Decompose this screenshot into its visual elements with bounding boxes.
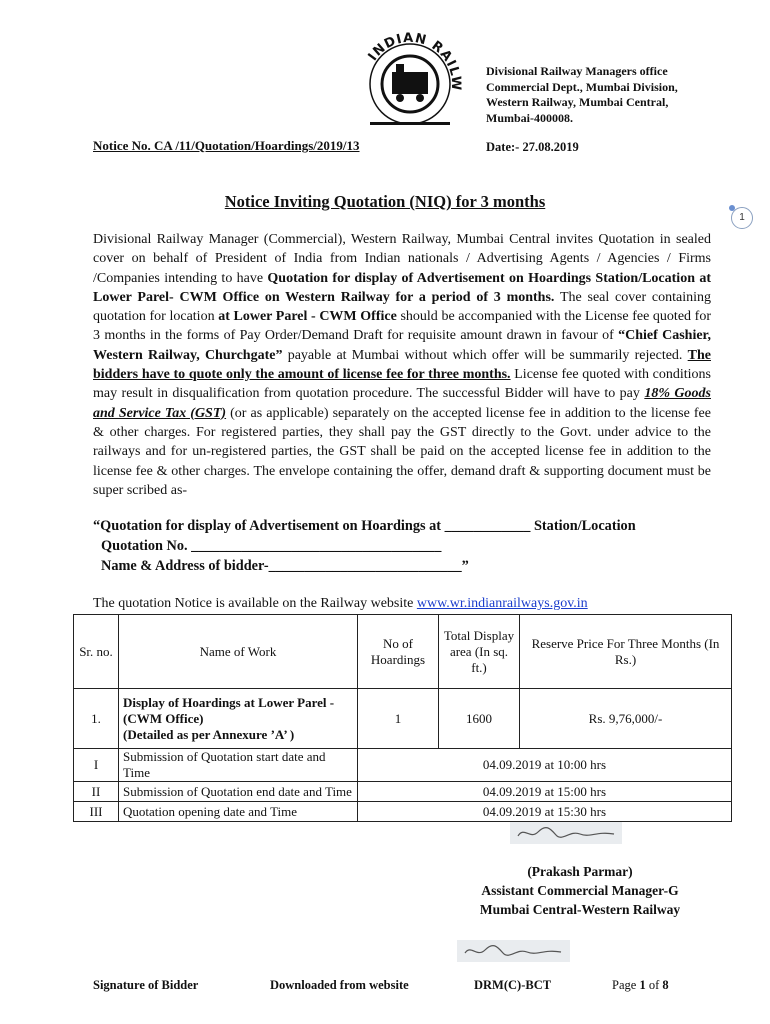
office-address xyxy=(486,64,678,126)
body-text: Divisional Railway Manager (Commercial), Western Railway, Mumbai Central invites Quotation in sealed cover on behalf of President of India from Indian nationals / Advertising Agents / Agencies / Firms /Companies intending to have xyxy=(93,232,711,286)
footer-code: DRM(C)-BCT xyxy=(474,978,552,992)
footer-page-number xyxy=(612,978,669,993)
page-current: 1 xyxy=(639,978,646,992)
cell-work xyxy=(119,689,358,749)
body-text: The seal cover containing quotation for location xyxy=(93,289,711,325)
notice-number: Notice No. CA /11/Quotation/Hoardings/2019/13 xyxy=(93,138,360,153)
notice-title: Notice Inviting Quotation (NIQ) for 3 months xyxy=(224,192,546,211)
body-bold: “Chief Cashier, Western Railway, Churchgate” xyxy=(93,328,711,363)
availability-text: The quotation Notice is available on the Railway website xyxy=(93,596,417,611)
svg-text:INDIAN RAILWAYS: INDIAN RAILW xyxy=(365,30,464,91)
page-number-badge[interactable]: 1 xyxy=(731,207,753,229)
signatory-block xyxy=(440,862,720,919)
table-row xyxy=(74,689,732,749)
work-line: (CWM Office) xyxy=(123,710,204,726)
office-line: Western Railway, Mumbai Central, xyxy=(486,95,669,109)
body-text: payable at Mumbai without which offer will be summarily rejected. xyxy=(282,347,688,363)
office-line: Mumbai-400008. xyxy=(486,110,573,125)
gst-highlight: 18% Goods and Service Tax (GST) xyxy=(93,386,711,421)
page-prefix: Page xyxy=(612,978,640,992)
schedule-sr: III xyxy=(74,802,119,822)
schedule-row xyxy=(74,802,732,822)
schedule-value: 04.09.2019 at 15:30 hrs xyxy=(358,802,732,822)
header-area: Total Display area (In sq. ft.) xyxy=(439,615,520,689)
footer-signature-label: Signature of Bidder xyxy=(93,978,199,992)
signature-image xyxy=(457,940,570,962)
body-bold: at Lower Parel - CWM Office xyxy=(218,309,397,325)
cell-hoardings: 1 xyxy=(358,689,439,749)
schedule-sr: II xyxy=(74,782,119,802)
signature-image xyxy=(510,822,622,844)
schedule-label: Quotation opening date and Time xyxy=(119,802,358,822)
header-hoardings: No of Hoardings xyxy=(358,615,439,689)
table-header-row xyxy=(74,615,732,689)
body-bold-underlined: The bidders have to quote only the amount of license fee for three months. xyxy=(93,347,711,383)
work-line: Display of Hoardings at Lower Parel - xyxy=(123,694,335,710)
body-text: should be accompanied with the License fee quoted for 3 months in the forms of Pay Order/Demand Draft for requisite amount drawn in favour of xyxy=(93,309,711,344)
superscription-line: “Quotation for display of Advertisement on Hoardings at ____________ Station/Location xyxy=(93,518,636,534)
page-total: 8 xyxy=(662,978,669,992)
page-mid: of xyxy=(645,978,663,992)
work-line: (Detailed as per Annexure ’A’ ) xyxy=(123,726,295,742)
schedule-label: Submission of Quotation start date and Time xyxy=(119,749,358,782)
schedule-row xyxy=(74,782,732,802)
header-price: Reserve Price For Three Months (In Rs.) xyxy=(520,615,732,689)
superscription-line: Quotation No. ___________________________________ xyxy=(101,538,442,554)
cell-price: Rs. 9,76,000/- xyxy=(520,689,732,749)
schedule-value: 04.09.2019 at 15:00 hrs xyxy=(358,782,732,802)
body-text: License fee quoted with conditions may result in disqualification from quotation procedure. The successful Bidder will have to pay xyxy=(93,367,711,402)
work-table xyxy=(73,614,732,822)
signatory-designation: Assistant Commercial Manager-G xyxy=(481,883,679,898)
signatory-office: Mumbai Central-Western Railway xyxy=(479,902,681,917)
office-line: Divisional Railway Managers office xyxy=(486,64,668,78)
header-work: Name of Work xyxy=(119,615,358,689)
schedule-sr: I xyxy=(74,749,119,782)
indian-railways-logo xyxy=(330,22,480,132)
office-line: Commercial Dept., Mumbai Division, xyxy=(486,79,678,94)
notice-body xyxy=(93,230,711,500)
body-text: (or as applicable) separately on the accepted license fee in addition to the license fee & other charges. For registered parties, they shall pay the GST directly to the Govt. under advice to the railways and for un-registered parties, the GST shall be paid on the accepted license fee in addition to the license fee & other charges. The envelope containing the offer, demand draft & supporting document must be super scribed as- xyxy=(93,405,711,498)
cell-area: 1600 xyxy=(439,689,520,749)
body-bold: Quotation for display of Advertisement on Hoardings Station/Location at Lower Parel- CWM Office on Western Railway for a period of 3 months. xyxy=(93,270,711,305)
schedule-row xyxy=(74,749,732,782)
superscription-line: Name & Address of bidder-___________________________” xyxy=(101,558,469,574)
footer-downloaded-label: Downloaded from website xyxy=(270,978,409,992)
website-link[interactable]: www.wr.indianrailways.gov.in xyxy=(416,596,588,611)
website-availability xyxy=(93,596,588,612)
notice-date: Date:- 27.08.2019 xyxy=(486,140,579,154)
cell-sr: 1. xyxy=(74,689,119,749)
schedule-label: Submission of Quotation end date and Time xyxy=(119,782,358,802)
schedule-value: 04.09.2019 at 10:00 hrs xyxy=(358,749,732,782)
signatory-name: (Prakash Parmar) xyxy=(527,864,633,879)
header-sr: Sr. no. xyxy=(74,615,119,689)
